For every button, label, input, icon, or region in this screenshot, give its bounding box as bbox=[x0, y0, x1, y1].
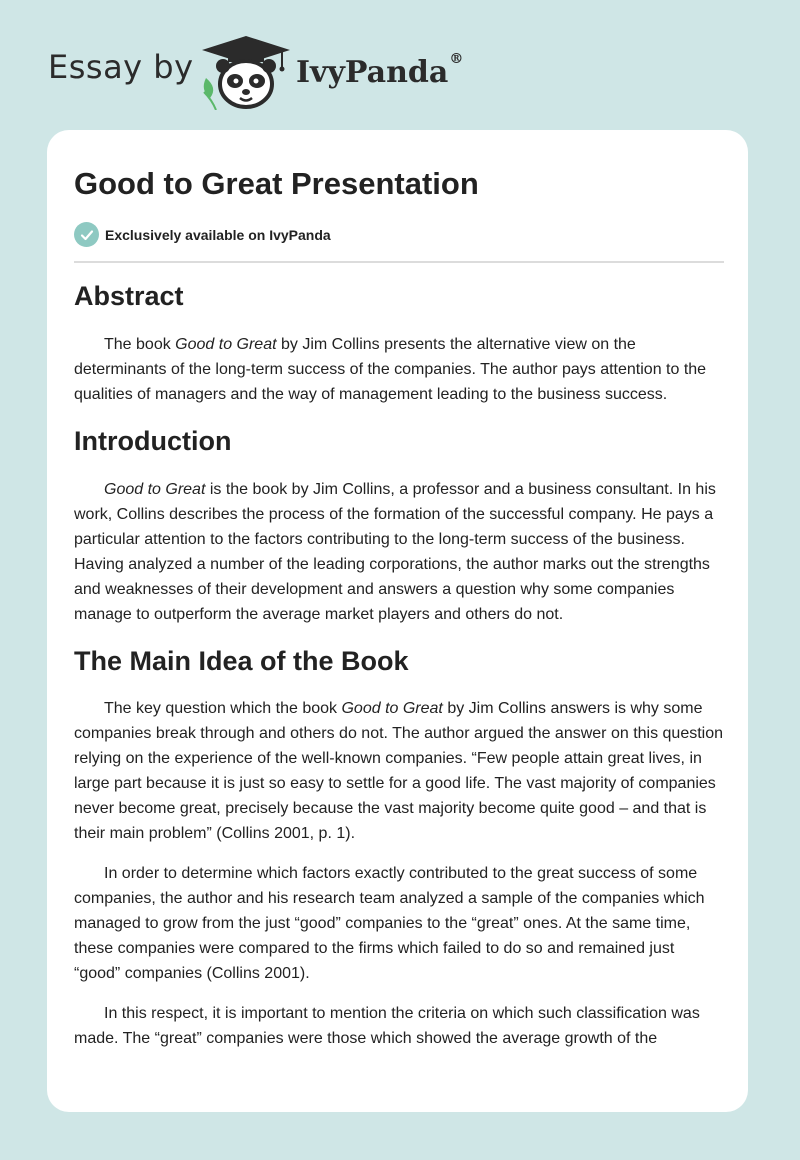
paragraph: The book Good to Great by Jim Collins presents the alternative view on the determinants of the long-term success of the companies. The author pays attention to the qualities of managers and the way of management leading to the business success. bbox=[74, 335, 707, 403]
badge-text: Exclusively available on IvyPanda bbox=[105, 226, 331, 243]
panda-graduate-icon[interactable] bbox=[198, 34, 294, 110]
section-main-idea bbox=[74, 645, 724, 1052]
paragraph: The key question which the book Good to Great by Jim Collins answers is why some companies break through and others do not. The author argued the answer on this question relying on the experience of the well-known companies. “Few people attain great lives, in large part because it is just so easy to settle for a good life. The vast majority of companies never become great, precisely because the vast majority become quite good – and that is their main problem” (Collins 2001, p. 1). bbox=[74, 700, 724, 843]
paragraph: In order to determine which factors exactly contributed to the great success of some companies, the author and his research team analyzed a sample of the companies which managed to grow from the just “good” companies to the “great” ones. At the same time, these companies were compared to the firms which failed to do so and remained just “good” companies (Collins 2001). bbox=[74, 865, 705, 983]
section-heading: Abstract bbox=[74, 281, 184, 311]
essay-content bbox=[74, 280, 724, 1066]
book-title: Good to Great bbox=[341, 700, 443, 718]
essay-card bbox=[47, 130, 748, 1112]
paragraph: Good to Great is the book by Jim Collins, a professor and a business consultant. In his work, Collins describes the process of the formation of the successful company. He pays a particular attention to the factors contributing to the long-term success of the business. Having analyzed a number of the leading corporations, the author marks out the strengths and weaknesses of their development and answers a question why some companies manage to outperform the average market players and others do not. bbox=[74, 480, 716, 623]
page-title: Good to Great Presentation bbox=[74, 166, 479, 201]
section-introduction bbox=[74, 425, 724, 627]
section-heading: The Main Idea of the Book bbox=[74, 645, 409, 676]
registered-mark: ® bbox=[449, 51, 464, 67]
paragraph: In this respect, it is important to mention the criteria on which such classification was made. The “great” companies were those which showed the average growth of the bbox=[74, 1005, 700, 1048]
brand-name[interactable]: IvyPanda® bbox=[296, 51, 464, 90]
section-heading: Introduction bbox=[74, 425, 232, 456]
book-title: Good to Great bbox=[175, 335, 277, 353]
section-abstract bbox=[74, 280, 724, 407]
site-header bbox=[0, 0, 800, 130]
brand-prefix: Essay by bbox=[48, 48, 194, 86]
exclusive-badge bbox=[74, 222, 331, 247]
book-title: Good to Great bbox=[104, 480, 206, 498]
divider bbox=[74, 261, 724, 263]
check-circle-icon bbox=[74, 222, 99, 247]
